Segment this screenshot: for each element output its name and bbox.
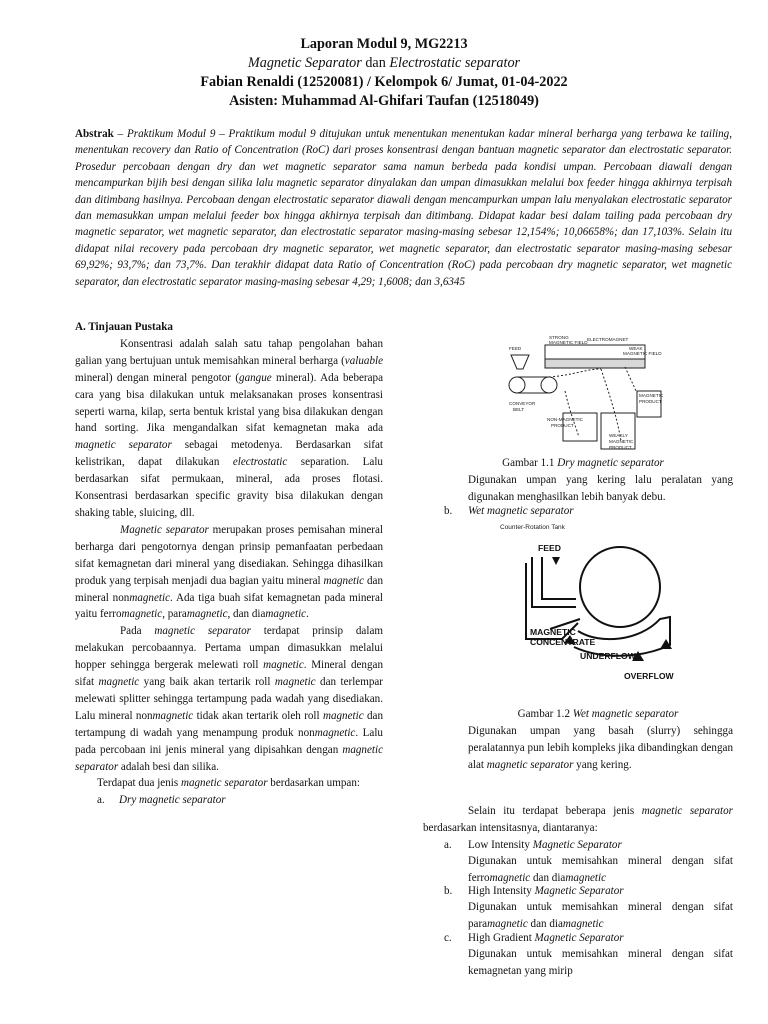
- subtitle-conjunction: dan: [361, 55, 390, 71]
- paragraph-konsentrasi: Konsentrasi adalah salah satu tahap pengolahan bahan galian yang bertujuan untuk memisahkan mineral berharga (valuable mineral) dengan mineral pengotor (gangue mineral). Ada beberapa cara yang bisa dilakukan untuk melaksanakan proses konsentrasi seperti warna, kilap, serta bentuk kristal yang bisa dilakukan dengan hand sorting. Jika mengandalkan sifat kemagnetan maka ada magnetic separator sebagai metodenya. Berdasarkan sifat kelistrikan, dapat dilakukan electrostatic separation. Lalu berdasarkan sifat permukaan, mineral, ada proses flotasi. Konsentrasi berdasarkan specific gravity bisa dilakukan dengan shaking table, sluicing, dll.: [75, 337, 384, 519]
- abstract-text: – Praktikum Modul 9 – Praktikum modul 9 ditujukan untuk menentukan menentukan kadar mineral berharga yang terbawa ke tailing, menentukan recovery dan Ratio of Concentration (RoC) dari proses konsentrasi dengan bantuan magnetic separator dan electrostatic separator. Prosedur percobaan dengan dry dan wet magnetic separator sama namun berbeda pada kondisi umpan. Percobaan diawali dengan mencampurkan bijih besi dengan silika lalu magnetic separator dinyalakan dan umpan dimasukkan melalui box feeder hingga akhirnya terpisah dan ditimbang hasilnya. Percobaan dengan electrostatic separator diawali dengan mencampurkan umpan lalu menyalakan electrostatic separator dan memasukkan umpan melalui feeder box hingga akhirnya terpisah dan ditimbang. Didapat kadar besi dalam tailing pada percobaan dry magnetic separator, wet magnetic separator, dan electrostatic separator masing-masing sebesar 12,154%; 10,06658%; dan 17,103%. Selain itu didapat nilai recovery pada percobaan dry magnetic separator, wet magnetic separator, dan electrostatic separator masing-masing sebesar 69,92%; 93,7%; dan 73,7%. Dan terakhir didapat data Ratio of Concentration (RoC) pada percobaan dry magnetic separator, wet magnetic separator, dan electrostatic separator masing-masing sebesar 4,29; 1,6008; dan 3,6345: [75, 128, 732, 288]
- figure-1-description: Digunakan umpan yang kering lalu peralatan yang digunakan menghasilkan lebih banyak debu.: [468, 474, 733, 503]
- label-product-3: PRODUCT: [609, 445, 632, 450]
- figure-2-caption: Gambar 1.2 Wet magnetic separator: [517, 708, 679, 720]
- high-gradient-desc: Digunakan untuk memisahkan mineral dengan sifat kemagnetan yang mirip: [468, 948, 733, 977]
- label-magnetic-field: MAGNETIC FIELD: [549, 340, 588, 345]
- label-magnetic: MAGNETIC: [639, 393, 664, 398]
- list-item-high-gradient: c. High Gradient Magnetic Separator: [444, 932, 624, 944]
- label-weak: WEAK: [629, 346, 643, 351]
- subtitle-part-b: Electrostatic separator: [389, 55, 521, 71]
- label-product-2: PRODUCT: [639, 399, 662, 404]
- paragraph-magnetic-separator: Magnetic separator merupakan proses pemisahan mineral berharga dari pengotornya dengan prinsip pemanfaatan perbedaan sifat kemagnetan dari mineral yang disediakan. Sehingga dihasilkan produk yang terpisah menjadi dua bagian yaitu mineral magnetic dan mineral nonmagnetic. Ada tiga buah sifat kemagnetan pada mineral yaitu ferromagnetic, paramagnetic, dan diamagnetic.: [75, 523, 383, 621]
- report-title: Laporan Modul 9, MG2213: [300, 36, 468, 52]
- label-non-magnetic: NON-MAGNETIC: [547, 417, 583, 422]
- list-item-dry: a. Dry magnetic separator: [97, 794, 226, 807]
- label-weakly: WEAKLY: [609, 433, 628, 438]
- low-intensity-desc: Digunakan untuk memisahkan mineral dengan sifat ferromagnetic dan diamagnetic: [468, 855, 733, 884]
- abstract-label: Abstrak: [75, 128, 114, 140]
- label-electromagnet: ELECTROMAGNET: [587, 337, 629, 342]
- label-belt: BELT: [513, 407, 525, 412]
- label-concentrate: CONCENTRATE: [530, 637, 596, 647]
- figure-1-caption: Gambar 1.1 Dry magnetic separator: [502, 457, 664, 469]
- label-feed: FEED: [538, 543, 561, 553]
- high-intensity-desc: Digunakan untuk memisahkan mineral dengan sifat paramagnetic dan diamagnetic: [468, 901, 733, 930]
- label-counter-rotation-tank: Counter-Rotation Tank: [500, 524, 565, 531]
- assistant-line: Asisten: Muhammad Al-Ghifari Taufan (12518049): [229, 93, 539, 109]
- label-magnetic: MAGNETIC: [530, 627, 576, 637]
- label-feed: FEED: [509, 346, 522, 351]
- figure-2-description: Digunakan umpan yang basah (slurry) sehingga peralatannya pun lebih kompleks jika dibandingkan dengan alat magnetic separator yang kering.: [468, 725, 733, 771]
- label-overflow: OVERFLOW: [624, 671, 674, 681]
- paragraph-jenis: Terdapat dua jenis magnetic separator berdasarkan umpan:: [97, 777, 360, 790]
- label-product: PRODUCT: [551, 423, 574, 428]
- label-underflow: UNDERFLOW: [580, 651, 636, 661]
- section-heading: A. Tinjauan Pustaka: [75, 321, 173, 333]
- label-magnetic-field-2: MAGNETIC FIELD: [623, 351, 662, 356]
- author-line: Fabian Renaldi (12520081) / Kelompok 6/ Jumat, 01-04-2022: [200, 74, 568, 90]
- list-item-wet: b. Wet magnetic separator: [444, 505, 574, 517]
- paragraph-prinsip: Pada magnetic separator terdapat prinsip dalam melakukan percobaannya. Pertama umpan dimasukkan melalui hopper sehingga bergerak melewati roll magnetic. Mineral dengan sifat magnetic yang baik akan tertarik roll magnetic dan terlempar melewati splitter sehingga tertampung pada wadah yang disediakan. Lalu mineral nonmagnetic tidak akan tertarik oleh roll magnetic dan tertampung di wadah yang menampung produk nonmagnetic. Lalu pada percobaan ini jenis mineral yang dipisahkan dengan magnetic separator adalah besi dan silika.: [75, 625, 383, 773]
- subtitle-part-a: Magnetic Separator: [247, 55, 362, 71]
- list-item-high-intensity: b. High Intensity Magnetic Separator: [444, 885, 624, 897]
- paragraph-intensity: Selain itu terdapat beberapa jenis magnetic separator berdasarkan intensitasnya, diantaranya:: [423, 805, 734, 834]
- label-strong: STRONG: [549, 335, 569, 340]
- list-item-low-intensity: a. Low Intensity Magnetic Separator: [444, 839, 622, 851]
- label-conveyor: CONVEYOR: [509, 401, 536, 406]
- label-magnetic-2: MAGNETIC: [609, 439, 634, 444]
